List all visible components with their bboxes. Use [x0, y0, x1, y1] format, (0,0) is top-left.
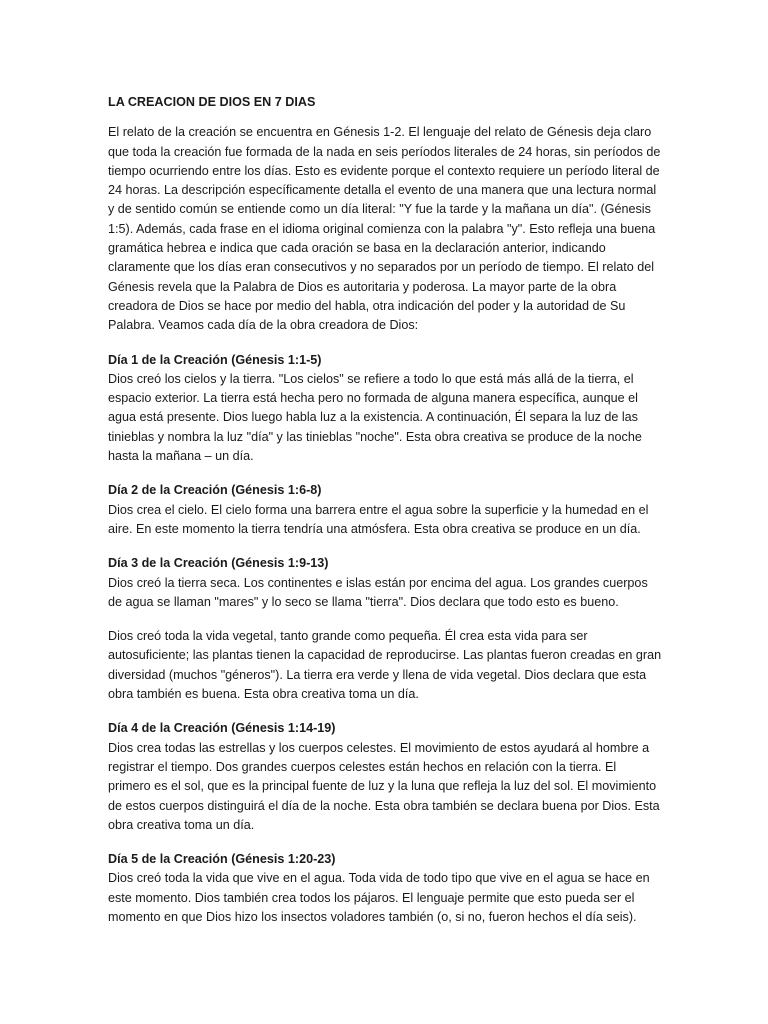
day-3-body: Dios creó la tierra seca. Los continentes e islas están por encima del agua. Los grandes cuerpos de agua se llaman "mares" y lo seco se llama "tierra". Dios declara que todo esto es bueno. — [108, 575, 648, 609]
day-4-body: Dios crea todas las estrellas y los cuerpos celestes. El movimiento de estos ayudará al hombre a registrar el tiempo. Dos grandes cuerpos celestes están hechos en relación con la tierra. El primero es el sol, que es la principal fuente de luz y la luna que refleja la luz del sol. El movimiento de estos cuerpos distinguirá el día de la noche. Esta obra también se declara buena por Dios. Esta obra creativa toma un día. — [108, 740, 660, 832]
intro-paragraph: El relato de la creación se encuentra en Génesis 1-2. El lenguaje del relato de Génesis deja claro que toda la creación fue formada de la nada en seis períodos literales de 24 horas, sin períodos de tiempo ocurriendo entre los días. Esto es evidente porque el contexto requiere un período literal de 24 horas. La descripción específicamente detalla el evento de una manera que una lectura normal y de sentido común se entiende como un día literal: "Y fue la tarde y la mañana un día". (Génesis 1:5). Además, cada frase en el idioma original comienza con la palabra "y". Esto refleja una buena gramática hebrea e indica que cada oración se basa en la declaración anterior, indicando claramente que los días eran consecutivos y no separados por un período de tiempo. El relato del Génesis revela que la Palabra de Dios es autoritaria y poderosa. La mayor parte de la obra creadora de Dios se hace por medio del habla, otra indicación del poder y la autoridad de Su Palabra. Veamos cada día de la obra creadora de Dios: — [108, 125, 661, 333]
day-5-heading: Día 5 de la Creación (Génesis 1:20-23) — [108, 852, 336, 867]
day-2-body: Dios crea el cielo. El cielo forma una barrera entre el agua sobre la superficie y la humedad en el aire. En este momento la tierra tendría una atmósfera. Esta obra creativa se produce en un día. — [108, 502, 649, 536]
day-1-heading: Día 1 de la Creación (Génesis 1:1-5) — [108, 352, 322, 367]
section-day-3 — [108, 554, 662, 612]
day-2-heading: Día 2 de la Creación (Génesis 1:6-8) — [108, 483, 322, 498]
day-1-body: Dios creó los cielos y la tierra. "Los cielos" se refiere a todo lo que está más allá de la tierra, el espacio exterior. La tierra está hecha pero no formada de alguna manera específica, aunque el agua está presente. Dios luego habla luz a la existencia. A continuación, Él separa la luz de las tinieblas y nombra la luz "día" y las tinieblas "noche". Esta obra creativa se produce de la noche hasta la mañana – un día. — [108, 371, 642, 464]
day-4-heading: Día 4 de la Creación (Génesis 1:14-19) — [108, 721, 336, 736]
section-day-4 — [108, 719, 662, 835]
document-content — [108, 93, 662, 942]
section-day-2 — [108, 481, 662, 539]
day-3-body-continued: Dios creó toda la vida vegetal, tanto grande como pequeña. Él crea esta vida para ser autosuficiente; las plantas tienen la capacidad de reproducirse. Las plantas fueron creadas en gran diversidad (muchos "géneros"). La tierra era verde y llena de vida vegetal. Dios declara que esta obra también es buena. Esta obra creativa toma un día. — [108, 629, 662, 702]
day-5-body: Dios creó toda la vida que vive en el agua. Toda vida de todo tipo que vive en el agua se hace en este momento. Dios también crea todos los pájaros. El lenguaje permite que esto pueda ser el momento en que Dios hizo los insectos voladores también (o, si no, fueron hechos el día seis). — [108, 871, 650, 924]
section-day-5 — [108, 850, 662, 927]
section-day-1 — [108, 351, 662, 467]
day-3-heading: Día 3 de la Creación (Génesis 1:9-13) — [108, 556, 329, 571]
document-title: LA CREACION DE DIOS EN 7 DIAS — [108, 95, 316, 109]
